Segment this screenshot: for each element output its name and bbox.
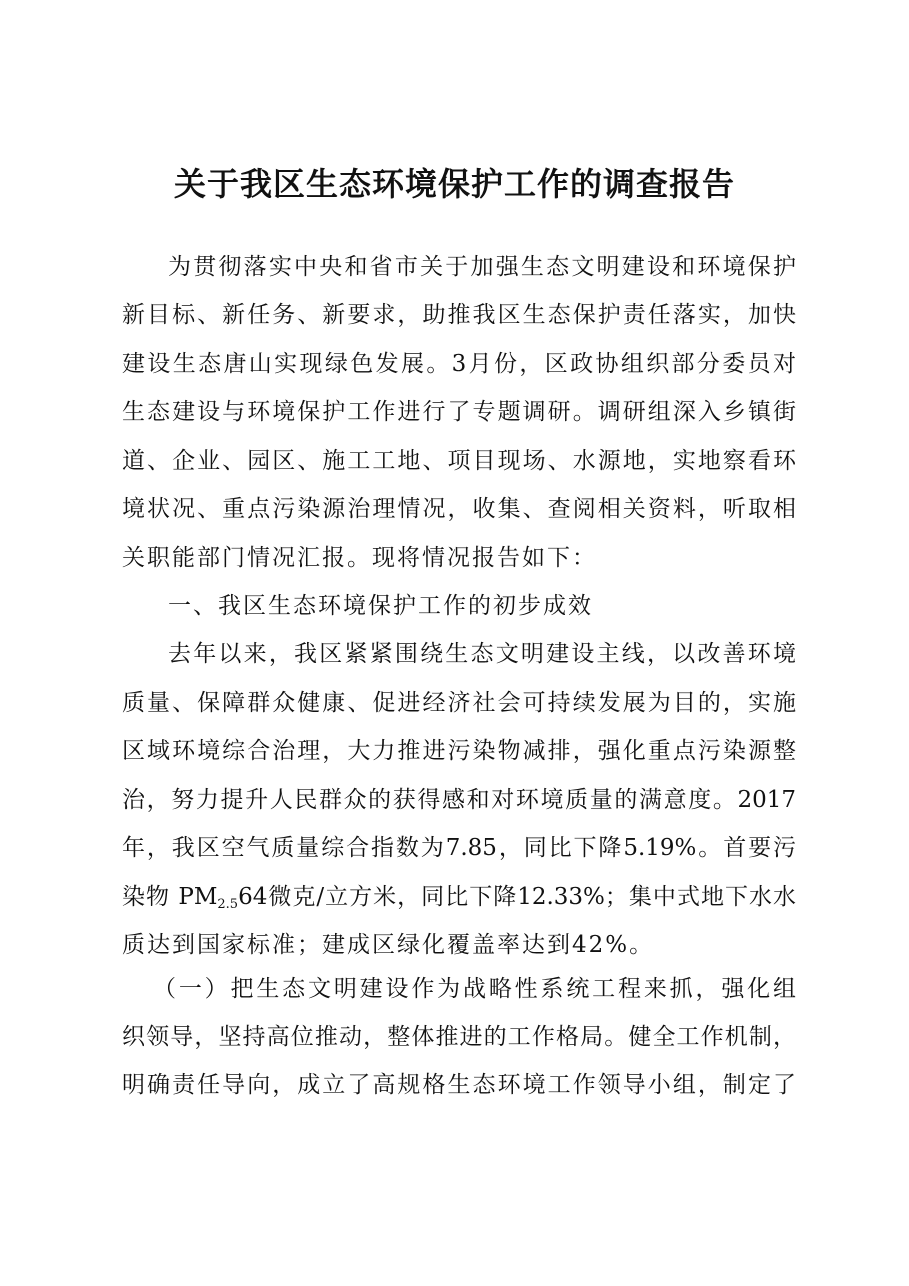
subsection-line: （一）把生态文明建设作为战略性系统工程来抓，强化组 [153,976,796,1002]
paragraph-line: 新目标、新任务、新要求，助推我区生态保护责任落实，加快 [122,302,796,328]
paragraph-line: 区域环境综合治理，大力推进污染物减排，强化重点污染源整 [122,738,796,764]
pm-label: 染物 PM [122,884,218,910]
pm-subscript: 2.5 [217,897,239,912]
paragraph-line: 为贯彻落实中央和省市关于加强生态文明建设和环境保护 [168,254,796,280]
paragraph-line: 关职能部门情况汇报。现将情况报告如下： [122,545,597,571]
paragraph-line-pm25 [122,877,796,917]
paragraph-line: 质达到国家标准；建成区绿化覆盖率达到42%。 [122,932,655,958]
paragraph-line: 境状况、重点污染源治理情况，收集、查阅相关资料，听取相 [122,496,796,522]
paragraph-line: 生态建设与环境保护工作进行了专题调研。调研组深入乡镇街 [122,399,796,425]
paragraph-line: 织领导，坚持高位推动，整体推进的工作格局。健全工作机制， [122,1024,796,1050]
paragraph-line: 道、企业、园区、施工工地、项目现场、水源地，实地察看环 [122,448,796,474]
document-title: 关于我区生态环境保护工作的调查报告 [173,165,735,203]
paragraph-line: 明确责任导向，成立了高规格生态环境工作领导小组，制定了 [122,1072,796,1098]
paragraph-line: 去年以来，我区紧紧围绕生态文明建设主线，以改善环境 [168,641,796,667]
paragraph-line: 治，努力提升人民群众的获得感和对环境质量的满意度。2017 [122,787,796,813]
paragraph-line: 建设生态唐山实现绿色发展。3月份，区政协组织部分委员对 [122,351,796,377]
pm-value-text: 64微克/立方米，同比下降12.33%；集中式地下水水 [238,884,796,910]
paragraph-line: 年，我区空气质量综合指数为7.85，同比下降5.19%。首要污 [122,835,796,861]
section-heading: 一、我区生态环境保护工作的初步成效 [168,593,593,619]
paragraph-line: 质量、保障群众健康、促进经济社会可持续发展为目的，实施 [122,690,796,716]
